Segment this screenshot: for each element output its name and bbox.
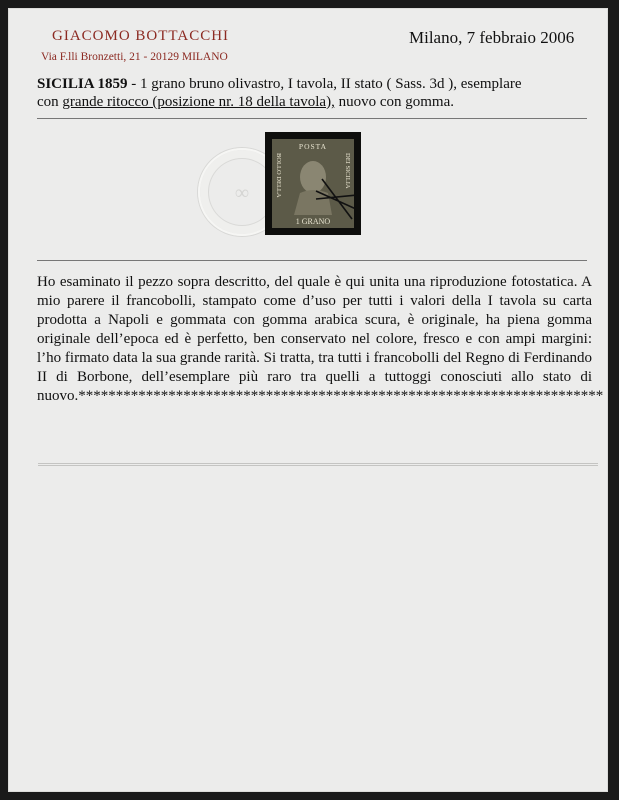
fold-line-bottom xyxy=(38,465,598,466)
certificate-paragraph: Ho esaminato il pezzo sopra descritto, del quale è qui unita una riproduzione fotostatica. A mio parere il francobolli, stampato come d’uso per tutti i valori della I tavola su carta prodotta a Napoli e gommata con gomma arabica scura, è originale, ha piena gomma originale dell’epoca ed è perfetto, ben conservato nel colore, fresco e con ampi margini: l’ho firmato data la sua grande rarità. Si tratta, tra tutti i francobolli del Regno di Ferdinando II di Borbone, dell’esemplare più raro tra quelli a tuttoggi conosciuti allo stato di nuovo. xyxy=(37,274,592,404)
company-name: GIACOMO BOTTACCHI xyxy=(52,28,230,44)
company-address: Via F.lli Bronzetti, 21 - 20129 MILANO xyxy=(41,51,228,63)
stamp-design xyxy=(272,139,354,228)
certificate-stars: ********************************************************************** xyxy=(78,388,604,404)
stamp-description xyxy=(37,75,587,111)
certificate-body xyxy=(37,273,604,406)
description-line1: - 1 grano bruno olivastro, I tavola, II stato ( Sass. 3d ), esemplare xyxy=(127,76,522,92)
certificate-date: Milano, 7 febbraio 2006 xyxy=(409,28,575,47)
divider-middle xyxy=(37,260,587,261)
description-line2-prefix: con xyxy=(37,94,63,110)
seal-symbol-icon: ∞ xyxy=(234,182,250,204)
stamp-right-text: DEI SICILIA xyxy=(344,153,351,189)
fold-line-top xyxy=(38,463,598,464)
description-line2-suffix: nuovo con gomma. xyxy=(334,94,454,110)
description-underlined: grande ritocco (posizione nr. 18 della tavola), xyxy=(62,94,335,110)
stamp-top-text: POSTA xyxy=(298,142,328,151)
stamp-portrait-icon xyxy=(272,139,354,228)
description-title: SICILIA 1859 xyxy=(37,76,128,92)
stamp-image xyxy=(265,132,361,235)
stamp-left-text: BOLLO DELLA xyxy=(275,153,282,198)
stamp-bottom-text: 1 GRANO xyxy=(295,217,331,226)
divider-top xyxy=(37,118,587,119)
